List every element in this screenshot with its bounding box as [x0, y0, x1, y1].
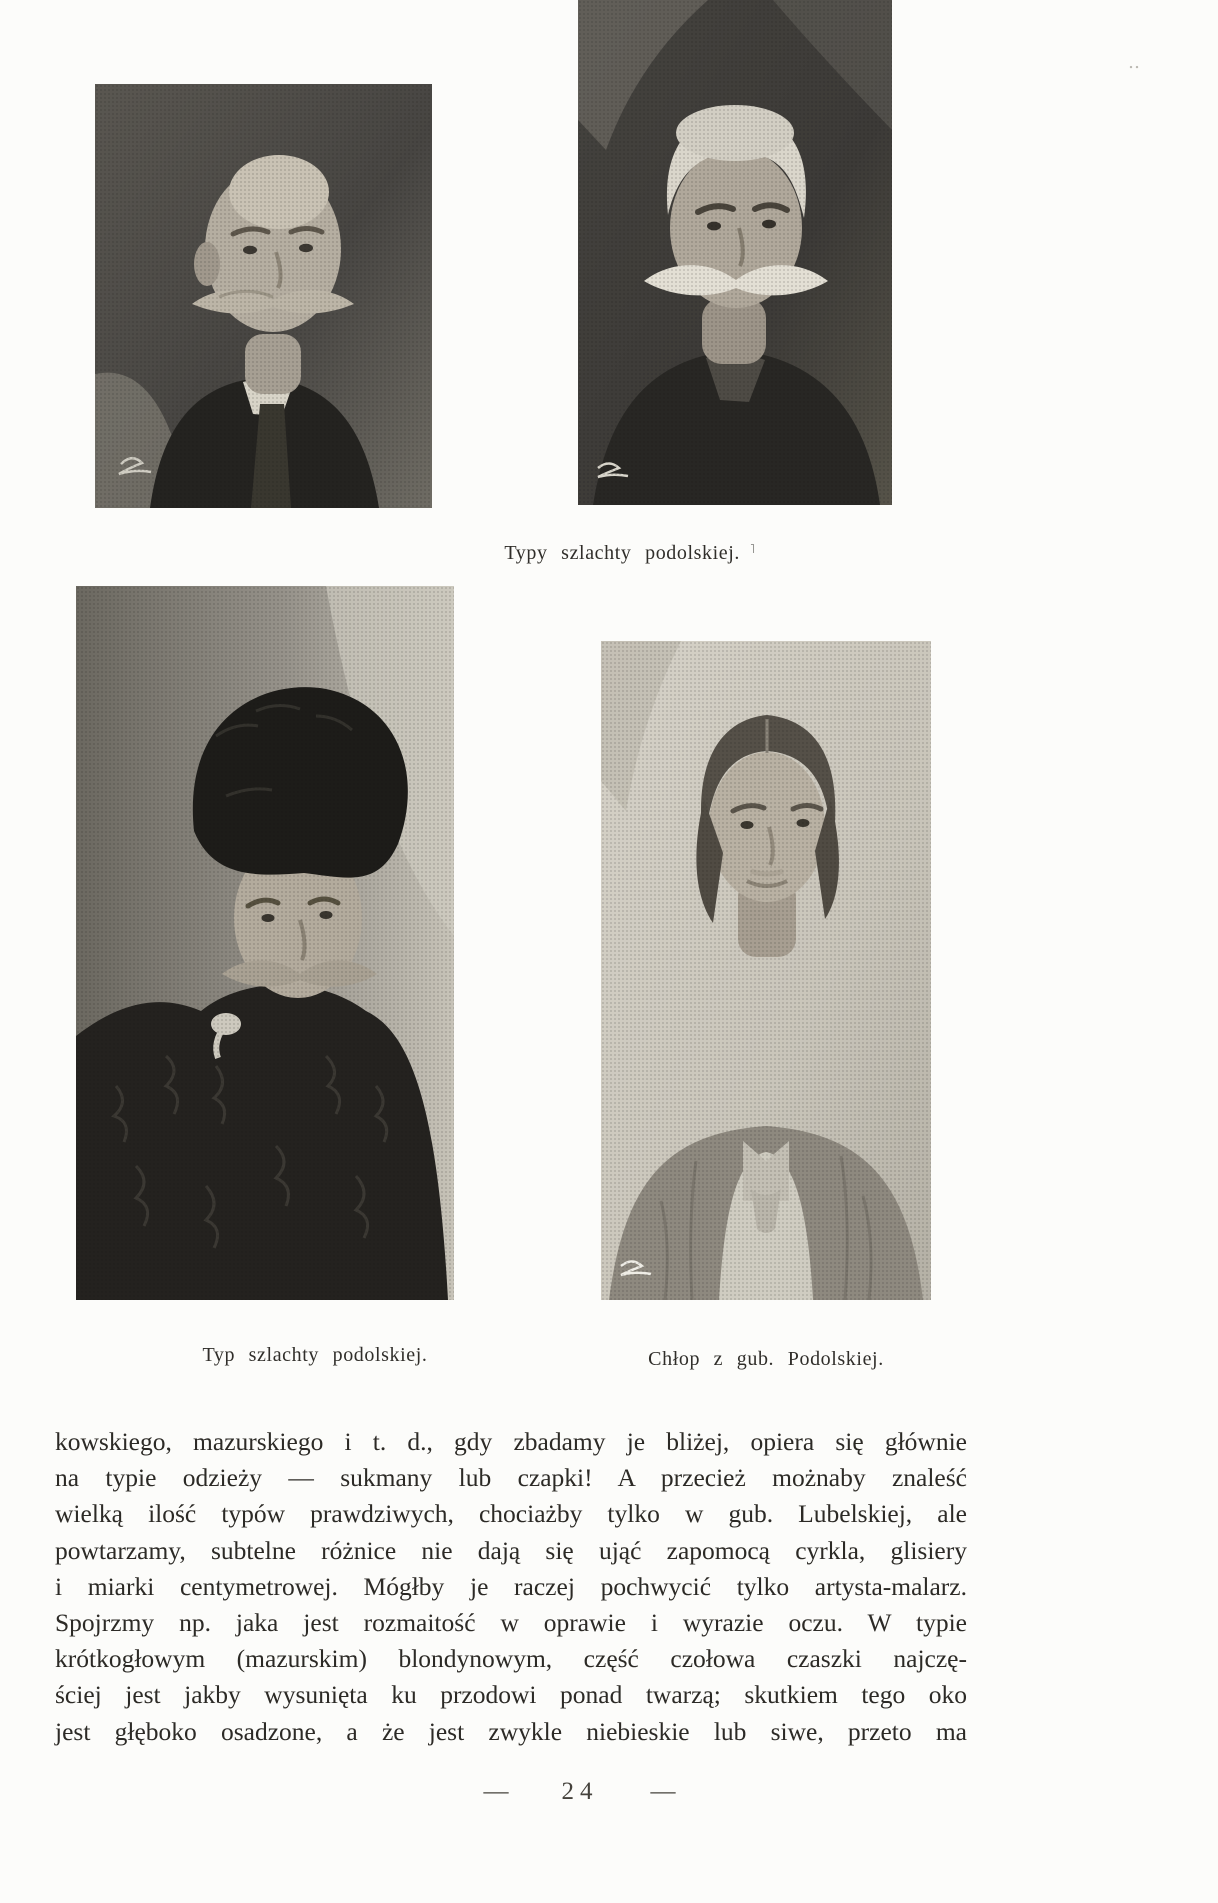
body-line: i miarki centymetrowej. Mógłby je raczej pochwycić tylko artysta-malarz.	[55, 1571, 967, 1601]
caption-top-text: Typy szlachty podolskiej.	[504, 542, 741, 564]
body-paragraph	[55, 1424, 967, 1750]
body-line: jest głęboko osadzone, a że jest zwykle niebieskie lub siwe, przeto ma	[55, 1716, 967, 1746]
page-number-dash-left: —	[483, 1778, 510, 1805]
portrait-white-haired-man-illustration	[578, 0, 892, 505]
caption-middle-right	[600, 1348, 932, 1371]
caption-middle-left	[80, 1344, 550, 1367]
portrait-bald-man-illustration	[95, 84, 432, 508]
body-line: ściej jest jakby wysunięta ku przodowi ponad twarzą; skutkiem tego oko	[55, 1680, 967, 1710]
portrait-peasant-illustration	[601, 641, 931, 1300]
body-line: krótkogłowym (mazurskim) blondynowym, część czołowa czaszki najczę-	[55, 1644, 967, 1674]
body-line: powtarzamy, subtelne różnice nie dają się ująć zapomocą cyrkla, glisiery	[55, 1535, 967, 1565]
caption-top-figures	[0, 541, 1218, 565]
body-line: Spojrzmy np. jaka jest rozmaitość w oprawie i wyrazie oczu. W typie	[55, 1608, 967, 1638]
photo-peasant-long-hair	[601, 641, 931, 1300]
caption-middle-left-text: Typ szlachty podolskiej.	[202, 1344, 428, 1366]
page-number	[0, 1778, 1160, 1806]
caption-middle-right-text: Chłop z gub. Podolskiej.	[648, 1348, 884, 1370]
body-line: na typie odzieży — sukmany lub czapki! A przecież możnaby znaleść	[55, 1463, 967, 1493]
page-number-dash-right: —	[650, 1778, 677, 1805]
body-line: kowskiego, mazurskiego i t. d., gdy zbadamy je bliżej, opiera się głównie	[55, 1427, 967, 1456]
page-number-value: 24	[561, 1778, 599, 1805]
body-line: wielką ilość typów prawdziwych, chociażby tylko w gub. Lubelskiej, ale	[55, 1499, 967, 1529]
scan-speck: ‥	[1128, 52, 1141, 72]
photo-nobleman-fur-hat	[76, 586, 454, 1300]
caption-stray-mark: ˥	[750, 541, 756, 556]
photo-nobleman-white-hair	[578, 0, 892, 505]
portrait-fur-hat-man-illustration	[76, 586, 454, 1300]
photo-nobleman-bald-mustache	[95, 84, 432, 508]
